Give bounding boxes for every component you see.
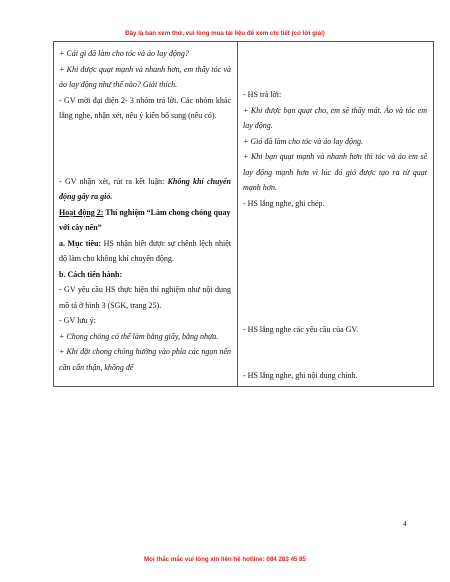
goal-text: HS nhận biết được sự chênh lệch nhiệt độ làm cho không khí chuyển động. — [59, 238, 232, 263]
activity-title: Thí nghiệm “Làm chong chóng quay với cây nến” — [59, 207, 231, 232]
answer-head: - HS trả lời: — [243, 90, 282, 99]
hotline-banner: Mọi thắc mắc vui lòng xin liên hệ hotline: 084 283 45 85 — [144, 556, 306, 563]
conclusion-bold: Không khí chuyển động gây ra gió. — [59, 176, 231, 201]
teacher-conclusion — [59, 174, 231, 205]
question-2: + Khi được quạt mạnh và nhanh hơn, em thấy tóc và áo lay động như thế nào? Giải thích. — [59, 64, 231, 89]
conclusion-prefix: - GV nhận xét, rút ra kết luận: — [59, 176, 168, 186]
spacer — [59, 124, 231, 174]
table-row — [54, 42, 434, 387]
procedure-step: - GV yêu cầu HS thực hiện thí nghiệm như nội dung mô tả ở hình 3 (SGK, trang 25). — [59, 285, 231, 310]
spacer — [243, 211, 427, 322]
note-2: + Khi đặt chong chóng hướng vào phía các ngọn nến cần cẩn thận, không để — [59, 347, 231, 372]
preview-banner: Đây là bản xem thử, vui lòng mua tài liệu để xem chi tiết (có lời giải) — [125, 30, 325, 37]
activity-label: Hoạt động 2: — [59, 207, 104, 217]
spacer — [243, 338, 427, 368]
goal — [59, 236, 231, 267]
lesson-table — [53, 41, 434, 387]
answer-1: + Khi được bạn quạt cho, em sẽ thấy mát. Áo và tóc em lay động. — [243, 105, 427, 130]
listen-3: - HS lắng nghe, ghi nội dung chính. — [243, 370, 358, 380]
goal-label: a. Mục tiêu: — [59, 238, 102, 248]
teacher-column — [54, 42, 238, 387]
answer-2: + Gió đã làm cho tóc và áo lay động. — [243, 136, 364, 146]
student-column — [238, 42, 434, 387]
invite-groups: - GV mời đại diện 2- 3 nhóm trả lời. Các nhóm khác lắng nghe, nhận xét, nếu ý kiến bổ sung (nếu có). — [59, 95, 231, 120]
page-number: 4 — [403, 519, 407, 528]
note-label: - GV lưu ý: — [59, 316, 96, 325]
spacer — [243, 46, 427, 87]
activity-heading — [59, 205, 231, 236]
answer-3: + Khi bạn quạt mạnh và nhanh hơn thì tóc và áo em sẽ lay động mạnh hơn vì lúc đó gió được tạo ra từ quạt mạnh hơn. — [243, 152, 427, 192]
listen-1: - HS lắng nghe, ghi chép. — [243, 198, 325, 208]
note-1: + Chong chóng có thể làm bằng giấy, bằng nhựa. — [59, 331, 219, 341]
question-1: + Cái gì đã làm cho tóc và áo lay động? — [59, 49, 189, 58]
listen-2: - HS lắng nghe các yêu cầu của GV. — [243, 325, 359, 334]
procedure-label: b. Cách tiến hành: — [59, 269, 123, 279]
